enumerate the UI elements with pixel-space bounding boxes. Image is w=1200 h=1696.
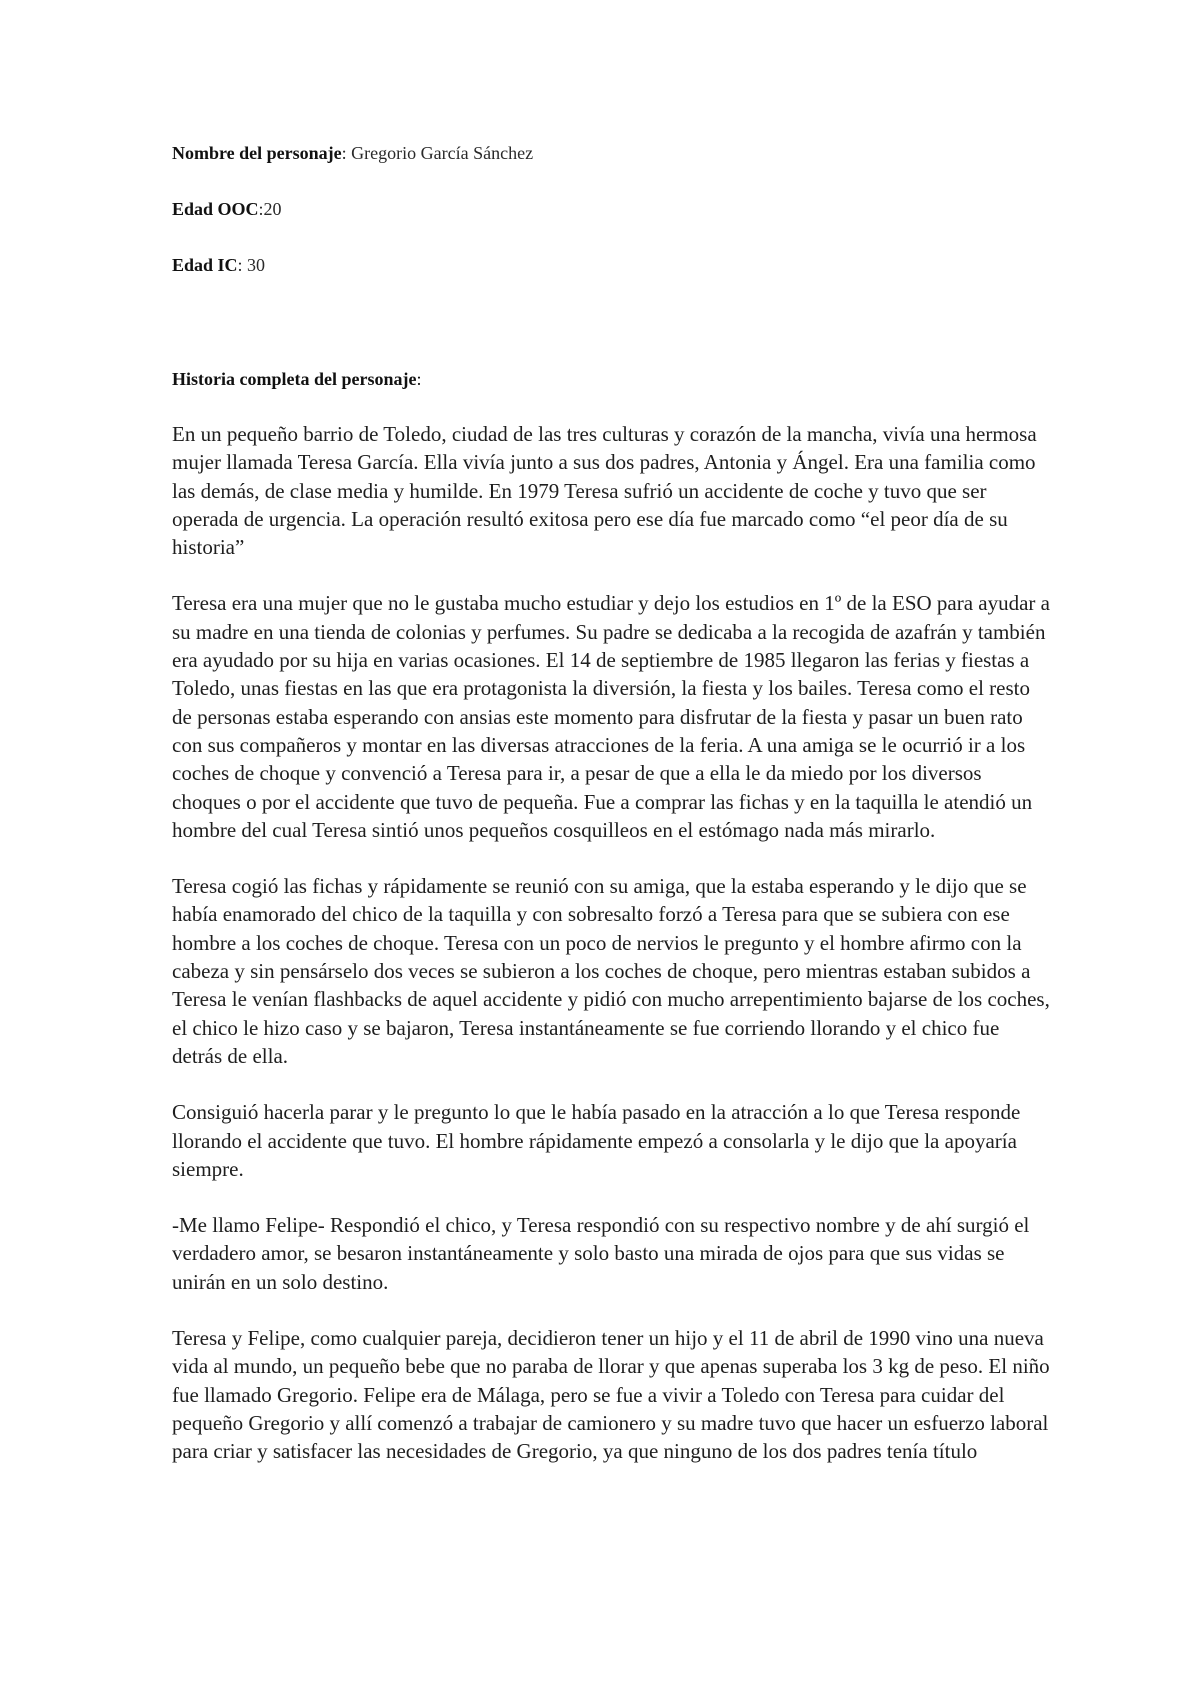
character-name-value: Gregorio García Sánchez bbox=[351, 143, 534, 163]
character-name-label: Nombre del personaje bbox=[172, 143, 342, 163]
history-paragraph: Consiguió hacerla parar y le pregunto lo que le había pasado en la atracción a lo que Teresa responde llorando el accidente que tuvo. El hombre rápidamente empezó a consolarla y le dijo que la apoyaría siempre. bbox=[172, 1100, 1021, 1181]
ooc-age-value: 20 bbox=[263, 199, 282, 219]
ooc-age-label: Edad OOC bbox=[172, 199, 259, 219]
ic-age-field bbox=[172, 252, 1052, 278]
document-page bbox=[172, 140, 1052, 1494]
character-name-field bbox=[172, 140, 1052, 166]
history-heading-text: Historia completa del personaje bbox=[172, 369, 417, 389]
history-paragraph: En un pequeño barrio de Toledo, ciudad de las tres culturas y corazón de la mancha, vivía una hermosa mujer llamada Teresa García. Ella vivía junto a sus dos padres, Antonia y Ángel. Era una familia como las demás, de clase media y humilde. En 1979 Teresa sufrió un accidente de coche y tuvo que ser operada de urgencia. La operación resultó exitosa pero ese día fue marcado como “el peor día de su historia” bbox=[172, 422, 1037, 560]
history-paragraph: Teresa era una mujer que no le gustaba mucho estudiar y dejo los estudios en 1º de la ESO para ayudar a su madre en una tienda de colonias y perfumes. Su padre se dedicaba a la recogida de azafrán y también era ayudado por su hija en varias ocasiones. El 14 de septiembre de 1985 llegaron las ferias y fiestas a Toledo, unas fiestas en las que era protagonista la diversión, la fiesta y los bailes. Teresa como el resto de personas estaba esperando con ansias este momento para disfrutar de la fiesta y pasar un buen rato con sus compañeros y montar en las diversas atracciones de la feria. A una amiga se le ocurrió ir a los coches de choque y convenció a Teresa para ir, a pesar de que a ella le da miedo por los diversos choques o por el accidente que tuvo de pequeña. Fue a comprar las fichas y en la taquilla le atendió un hombre del cual Teresa sintió unos pequeños cosquilleos en el estómago nada más mirarlo. bbox=[172, 591, 1051, 842]
ooc-age-field bbox=[172, 196, 1052, 222]
ic-age-label: Edad IC bbox=[172, 255, 238, 275]
ic-age-separator: : bbox=[237, 255, 248, 275]
history-paragraph: -Me llamo Felipe- Respondió el chico, y Teresa respondió con su respectivo nombre y de ahí surgió el verdadero amor, se besaron instantáneamente y solo basto una mirada de ojos para que sus vidas se unirán en un solo destino. bbox=[172, 1213, 1030, 1294]
history-paragraph: Teresa cogió las fichas y rápidamente se reunió con su amiga, que la estaba esperando y le dijo que se había enamorado del chico de la taquilla y con sobresalto forzó a Teresa para que se subiera con ese hombre a los coches de choque. Teresa con un poco de nervios le pregunto y el hombre afirmo con la cabeza y sin pensárselo dos veces se subieron a los coches de choque, pero mientras estaban subidos a Teresa le venían flashbacks de aquel accidente y pidió con mucho arrepentimiento bajarse de los coches, el chico le hizo caso y se bajaron, Teresa instantáneamente se fue corriendo llorando y el chico fue detrás de ella. bbox=[172, 874, 1050, 1068]
history-heading-colon: : bbox=[416, 369, 422, 389]
ic-age-value: 30 bbox=[247, 255, 266, 275]
ooc-age-separator: : bbox=[258, 199, 264, 219]
character-name-separator: : bbox=[341, 143, 352, 163]
history-heading bbox=[172, 366, 1052, 392]
history-paragraph: Teresa y Felipe, como cualquier pareja, decidieron tener un hijo y el 11 de abril de 1990 vino una nueva vida al mundo, un pequeño bebe que no paraba de llorar y que apenas superaba los 3 kg de peso. El niño fue llamado Gregorio. Felipe era de Málaga, pero se fue a vivir a Toledo con Teresa para cuidar del pequeño Gregorio y allí comenzó a trabajar de camionero y su madre tuvo que hacer un esfuerzo laboral para criar y satisfacer las necesidades de Gregorio, ya que ninguno de los dos padres tenía título bbox=[172, 1326, 1050, 1464]
